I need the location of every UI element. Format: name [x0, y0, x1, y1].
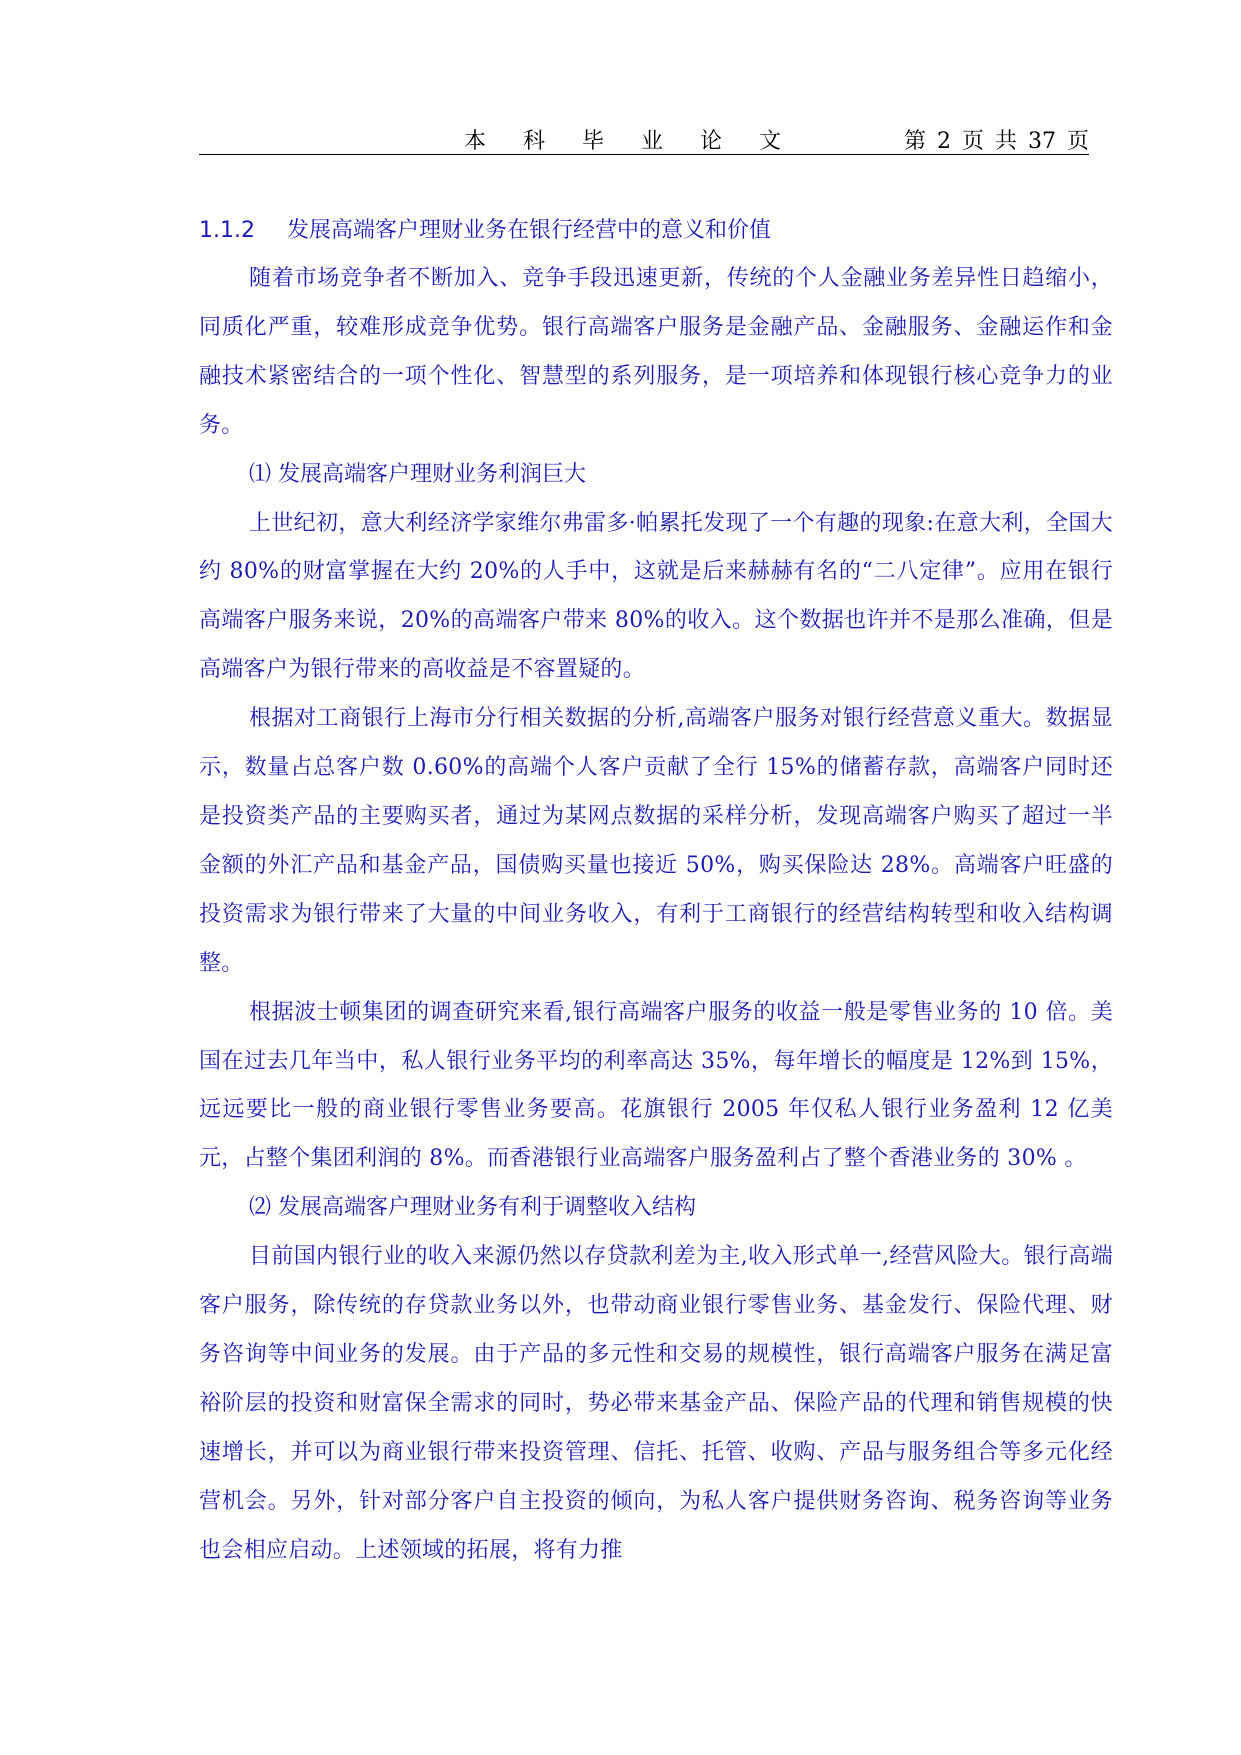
section-heading [199, 213, 1113, 249]
paragraph: 上世纪初，意大利经济学家维尔弗雷多·帕累托发现了一个有趣的现象:在意大利，全国大约 80%的财富掌握在大约 20%的人手中，这就是后来赫赫有名的“二八定律”。应用在银行高端客户服务来说，20%的高端客户带来 80%的收入。这个数据也许并不是那么准确，但是高端客户为银行带来的高收益是不容置疑的。 [199, 510, 1113, 683]
subsection-heading: ⑴ 发展高端客户理财业务利润巨大 [249, 461, 586, 487]
section-title: 发展高端客户理财业务在银行经营中的意义和价值 [287, 218, 772, 243]
paragraph: 根据波士顿集团的调查研究来看,银行高端客户服务的收益一般是零售业务的 10 倍。美国在过去几年当中，私人银行业务平均的利率高达 35%，每年增长的幅度是 12%到 15%，远远要比一般的商业银行零售业务要高。花旗银行 2005 年仅私人银行业务盈利 12 亿美元，占整个集团利润的 8%。而香港银行业高端客户服务盈利占了整个香港业务的 30% 。 [199, 999, 1113, 1172]
page-header [199, 118, 1089, 155]
paragraph: 随着市场竞争者不断加入、竞争手段迅速更新，传统的个人金融业务差异性日趋缩小，同质化严重，较难形成竞争优势。银行高端客户服务是金融产品、金融服务、金融运作和金融技术紧密结合的一项个性化、智慧型的系列服务，是一项培养和体现银行核心竞争力的业务。 [199, 266, 1113, 438]
subsection-heading: ⑵ 发展高端客户理财业务有利于调整收入结构 [249, 1195, 696, 1221]
page-number: 第 2 页 共 37 页 [904, 129, 1089, 154]
page-body [199, 213, 1113, 1575]
header-title: 本 科 毕 业 论 文 [464, 129, 796, 154]
paragraph: 目前国内银行业的收入来源仍然以存贷款利差为主,收入形式单一,经营风险大。银行高端客户服务，除传统的存贷款业务以外，也带动商业银行零售业务、基金发行、保险代理、财务咨询等中间业务的发展。由于产品的多元性和交易的规模性，银行高端客户服务在满足富裕阶层的投资和财富保全需求的同时，势必带来基金产品、保险产品的代理和销售规模的快速增长，并可以为商业银行带来投资管理、信托、托管、收购、产品与服务组合等多元化经营机会。另外，针对部分客户自主投资的倾向，为私人客户提供财务咨询、税务咨询等业务也会相应启动。上述领域的拓展，将有力推 [199, 1244, 1113, 1563]
paragraph: 根据对工商银行上海市分行相关数据的分析,高端客户服务对银行经营意义重大。数据显示，数量占总客户数 0.60%的高端个人客户贡献了全行 15%的储蓄存款，高端客户同时还是投资类产品的主要购买者，通过为某网点数据的采样分析，发现高端客户购买了超过一半金额的外汇产品和基金产品，国债购买量也接近 50%，购买保险达 28%。高端客户旺盛的投资需求为银行带来了大量的中间业务收入，有利于工商银行的经营结构转型和收入结构调整。 [199, 706, 1113, 976]
section-number: 1.1.2 [199, 218, 255, 243]
